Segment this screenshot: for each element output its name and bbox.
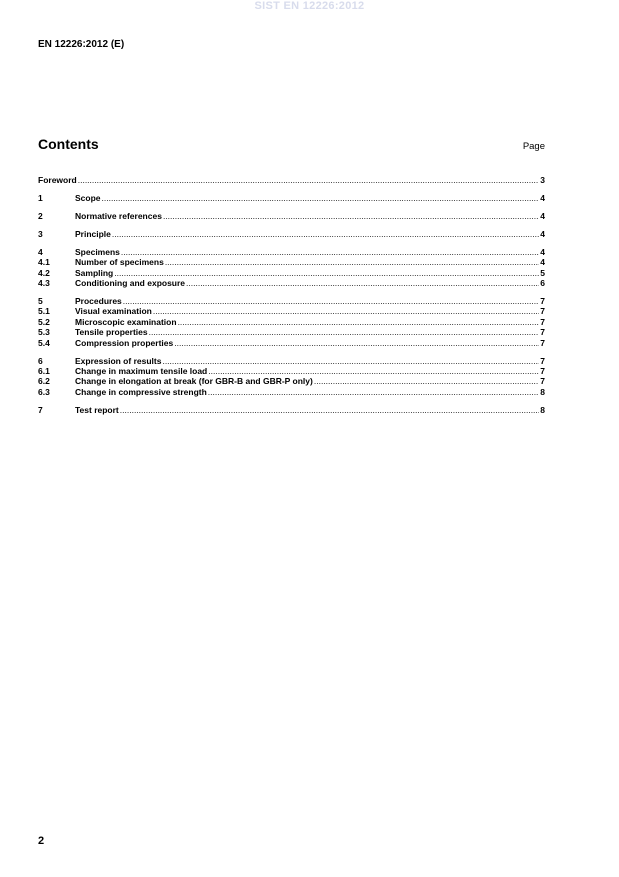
toc-entry-change-in-compressive-strength[interactable] <box>38 387 545 397</box>
toc-entry-page: 7 <box>540 306 545 317</box>
toc-entry-number: 5.3 <box>38 327 50 338</box>
dot-leader <box>112 229 539 239</box>
toc-entry-number: 4.3 <box>38 278 50 289</box>
toc-entry-title: Sampling <box>75 267 114 278</box>
toc-entry-number: 5.2 <box>38 316 50 327</box>
toc-entry-number: 6 <box>38 355 43 366</box>
toc-entry-number: 4.2 <box>38 267 50 278</box>
toc-entry-page: 4 <box>540 228 545 239</box>
toc-entry-visual-examination[interactable] <box>38 306 545 316</box>
dot-leader <box>314 376 539 386</box>
toc-entry-specimens[interactable] <box>38 247 545 257</box>
dot-leader <box>153 306 539 316</box>
toc-entry-title: Expression of results <box>75 355 162 366</box>
toc-entry-page: 7 <box>540 316 545 327</box>
toc-entry-number: 2 <box>38 210 43 221</box>
toc-entry-title: Microscopic examination <box>75 316 177 327</box>
toc-entry-title: Foreword <box>38 175 77 185</box>
toc-entry-number: 3 <box>38 228 43 239</box>
toc-entry-page: 7 <box>540 327 545 338</box>
toc-entry-title: Tensile properties <box>75 327 148 338</box>
toc-entry-tensile-properties[interactable] <box>38 327 545 337</box>
toc-entry-title: Specimens <box>75 246 120 257</box>
toc-entry-page: 4 <box>540 257 545 268</box>
toc-entry-number: 4 <box>38 246 43 257</box>
toc-entry-title: Test report <box>75 404 119 415</box>
toc-entry-number: 6.3 <box>38 386 50 397</box>
toc-entry-number: 7 <box>38 404 43 415</box>
contents-heading: Contents <box>38 136 99 152</box>
toc-entry-title: Principle <box>75 228 111 239</box>
page-column-heading: Page <box>522 141 545 152</box>
toc-entry-change-in-maximum-tensile-load[interactable] <box>38 366 545 376</box>
dot-leader <box>174 338 539 348</box>
toc-entry-number: 4.1 <box>38 257 50 268</box>
dot-leader <box>208 387 539 397</box>
toc-entry-number: 5.1 <box>38 306 50 317</box>
dot-leader <box>78 175 540 185</box>
toc-entry-page: 8 <box>540 404 545 415</box>
dot-leader <box>186 278 539 288</box>
toc-entry-title: Compression properties <box>75 337 174 348</box>
toc-entry-title: Visual examination <box>75 306 152 317</box>
toc-entry-title: Number of specimens <box>75 257 164 268</box>
toc-entry-page: 7 <box>540 376 545 387</box>
toc-entry-title: Procedures <box>75 296 122 307</box>
toc-entry-page: 4 <box>540 210 545 221</box>
toc-entry-page: 5 <box>540 267 545 278</box>
toc-entry-number-of-specimens[interactable] <box>38 257 545 267</box>
toc-entry-page: 7 <box>540 337 545 348</box>
toc-entry-title: Conditioning and exposure <box>75 278 186 289</box>
toc-entry-page: 3 <box>540 175 545 185</box>
toc-entry-expression-of-results[interactable] <box>38 356 545 366</box>
toc-entry-page: 4 <box>540 192 545 203</box>
toc-entry-number: 5.4 <box>38 337 50 348</box>
toc-entry-principle[interactable] <box>38 229 545 239</box>
dot-leader <box>120 405 539 415</box>
toc-entry-compression-properties[interactable] <box>38 338 545 348</box>
toc-entry-procedures[interactable] <box>38 296 545 306</box>
toc-entry-page: 4 <box>540 246 545 257</box>
dot-leader <box>102 193 540 203</box>
toc-entry-page: 7 <box>540 355 545 366</box>
toc-entry-number: 6.2 <box>38 376 50 387</box>
toc-entry-page: 8 <box>540 386 545 397</box>
dot-leader <box>123 296 539 306</box>
dot-leader <box>149 327 540 337</box>
toc-entry-conditioning-and-exposure[interactable] <box>38 278 545 288</box>
dot-leader <box>162 356 539 366</box>
toc-entry-number: 5 <box>38 296 43 307</box>
watermark: SIST EN 12226:2012 <box>254 0 365 12</box>
toc-entry-page: 6 <box>540 278 545 289</box>
toc-entry-microscopic-examination[interactable] <box>38 317 545 327</box>
toc-entry-title: Change in maximum tensile load <box>75 366 208 377</box>
toc-entry-page: 7 <box>540 366 545 377</box>
document-id: EN 12226:2012 (E) <box>38 39 125 50</box>
toc-entry-title: Normative references <box>75 210 162 221</box>
toc-entry-normative-references[interactable] <box>38 211 545 221</box>
toc-entry-number: 1 <box>38 192 43 203</box>
dot-leader <box>165 257 539 267</box>
page-number: 2 <box>38 835 45 847</box>
toc-entry-title: Scope <box>75 192 101 203</box>
toc-entry-title: Change in elongation at break (for GBR-B and GBR-P only) <box>75 376 313 387</box>
toc-entry-scope[interactable] <box>38 193 545 203</box>
dot-leader <box>178 317 540 327</box>
toc-entry-page: 7 <box>540 296 545 307</box>
toc-entry-title: Change in compressive strength <box>75 386 207 397</box>
toc-entry-foreword[interactable] <box>38 175 545 185</box>
dot-leader <box>114 268 539 278</box>
dot-leader <box>163 211 539 221</box>
dot-leader <box>208 366 539 376</box>
toc-entry-number: 6.1 <box>38 366 50 377</box>
table-of-contents <box>38 175 545 415</box>
toc-entry-test-report[interactable] <box>38 405 545 415</box>
toc-entry-sampling[interactable] <box>38 268 545 278</box>
dot-leader <box>121 247 539 257</box>
toc-entry-change-in-elongation-at-break[interactable] <box>38 376 545 386</box>
